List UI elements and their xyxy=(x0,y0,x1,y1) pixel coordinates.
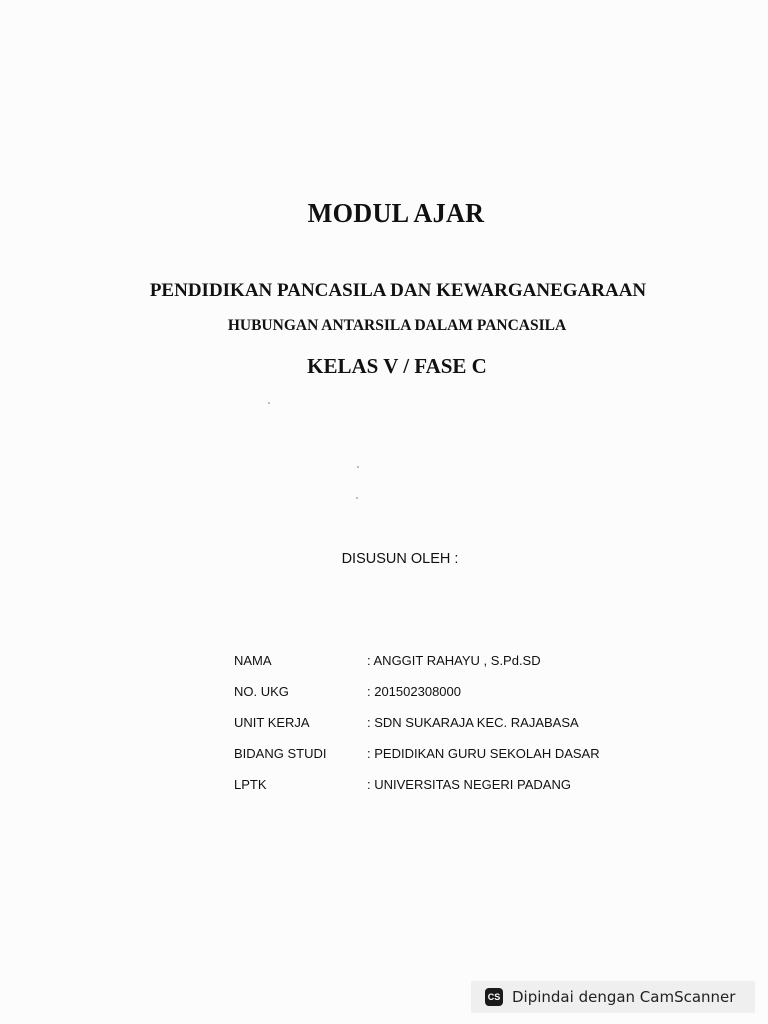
info-value: : PEDIDIKAN GURU SEKOLAH DASAR xyxy=(367,746,600,761)
info-label: UNIT KERJA xyxy=(234,715,310,730)
scan-speck xyxy=(356,497,358,499)
scan-speck xyxy=(357,466,359,468)
info-row-nama xyxy=(234,645,654,676)
info-row-no-ukg xyxy=(234,676,654,707)
document-title: MODUL AJAR xyxy=(307,198,485,228)
info-label: NAMA xyxy=(234,653,272,668)
info-label: NO. UKG xyxy=(234,684,289,699)
camscanner-logo-icon: CS xyxy=(485,988,503,1006)
document-subject: PENDIDIKAN PANCASILA DAN KEWARGANEGARAAN xyxy=(149,280,647,301)
author-info-table xyxy=(234,645,654,800)
info-value: : ANGGIT RAHAYU , S.Pd.SD xyxy=(367,653,541,668)
info-value: : UNIVERSITAS NEGERI PADANG xyxy=(367,777,571,792)
document-grade: KELAS V / FASE C xyxy=(307,354,487,378)
camscanner-text: Dipindai dengan CamScanner xyxy=(512,988,736,1006)
info-label: LPTK xyxy=(234,777,267,792)
camscanner-watermark xyxy=(471,981,755,1013)
scan-speck xyxy=(268,402,270,404)
info-row-bidang-studi xyxy=(234,738,654,769)
info-row-lptk xyxy=(234,769,654,800)
info-value: : SDN SUKARAJA KEC. RAJABASA xyxy=(367,715,579,730)
info-row-unit-kerja xyxy=(234,707,654,738)
author-heading: DISUSUN OLEH : xyxy=(341,551,459,567)
info-label: BIDANG STUDI xyxy=(234,746,327,761)
info-value: : 201502308000 xyxy=(367,684,461,699)
document-topic: HUBUNGAN ANTARSILA DALAM PANCASILA xyxy=(227,317,567,334)
